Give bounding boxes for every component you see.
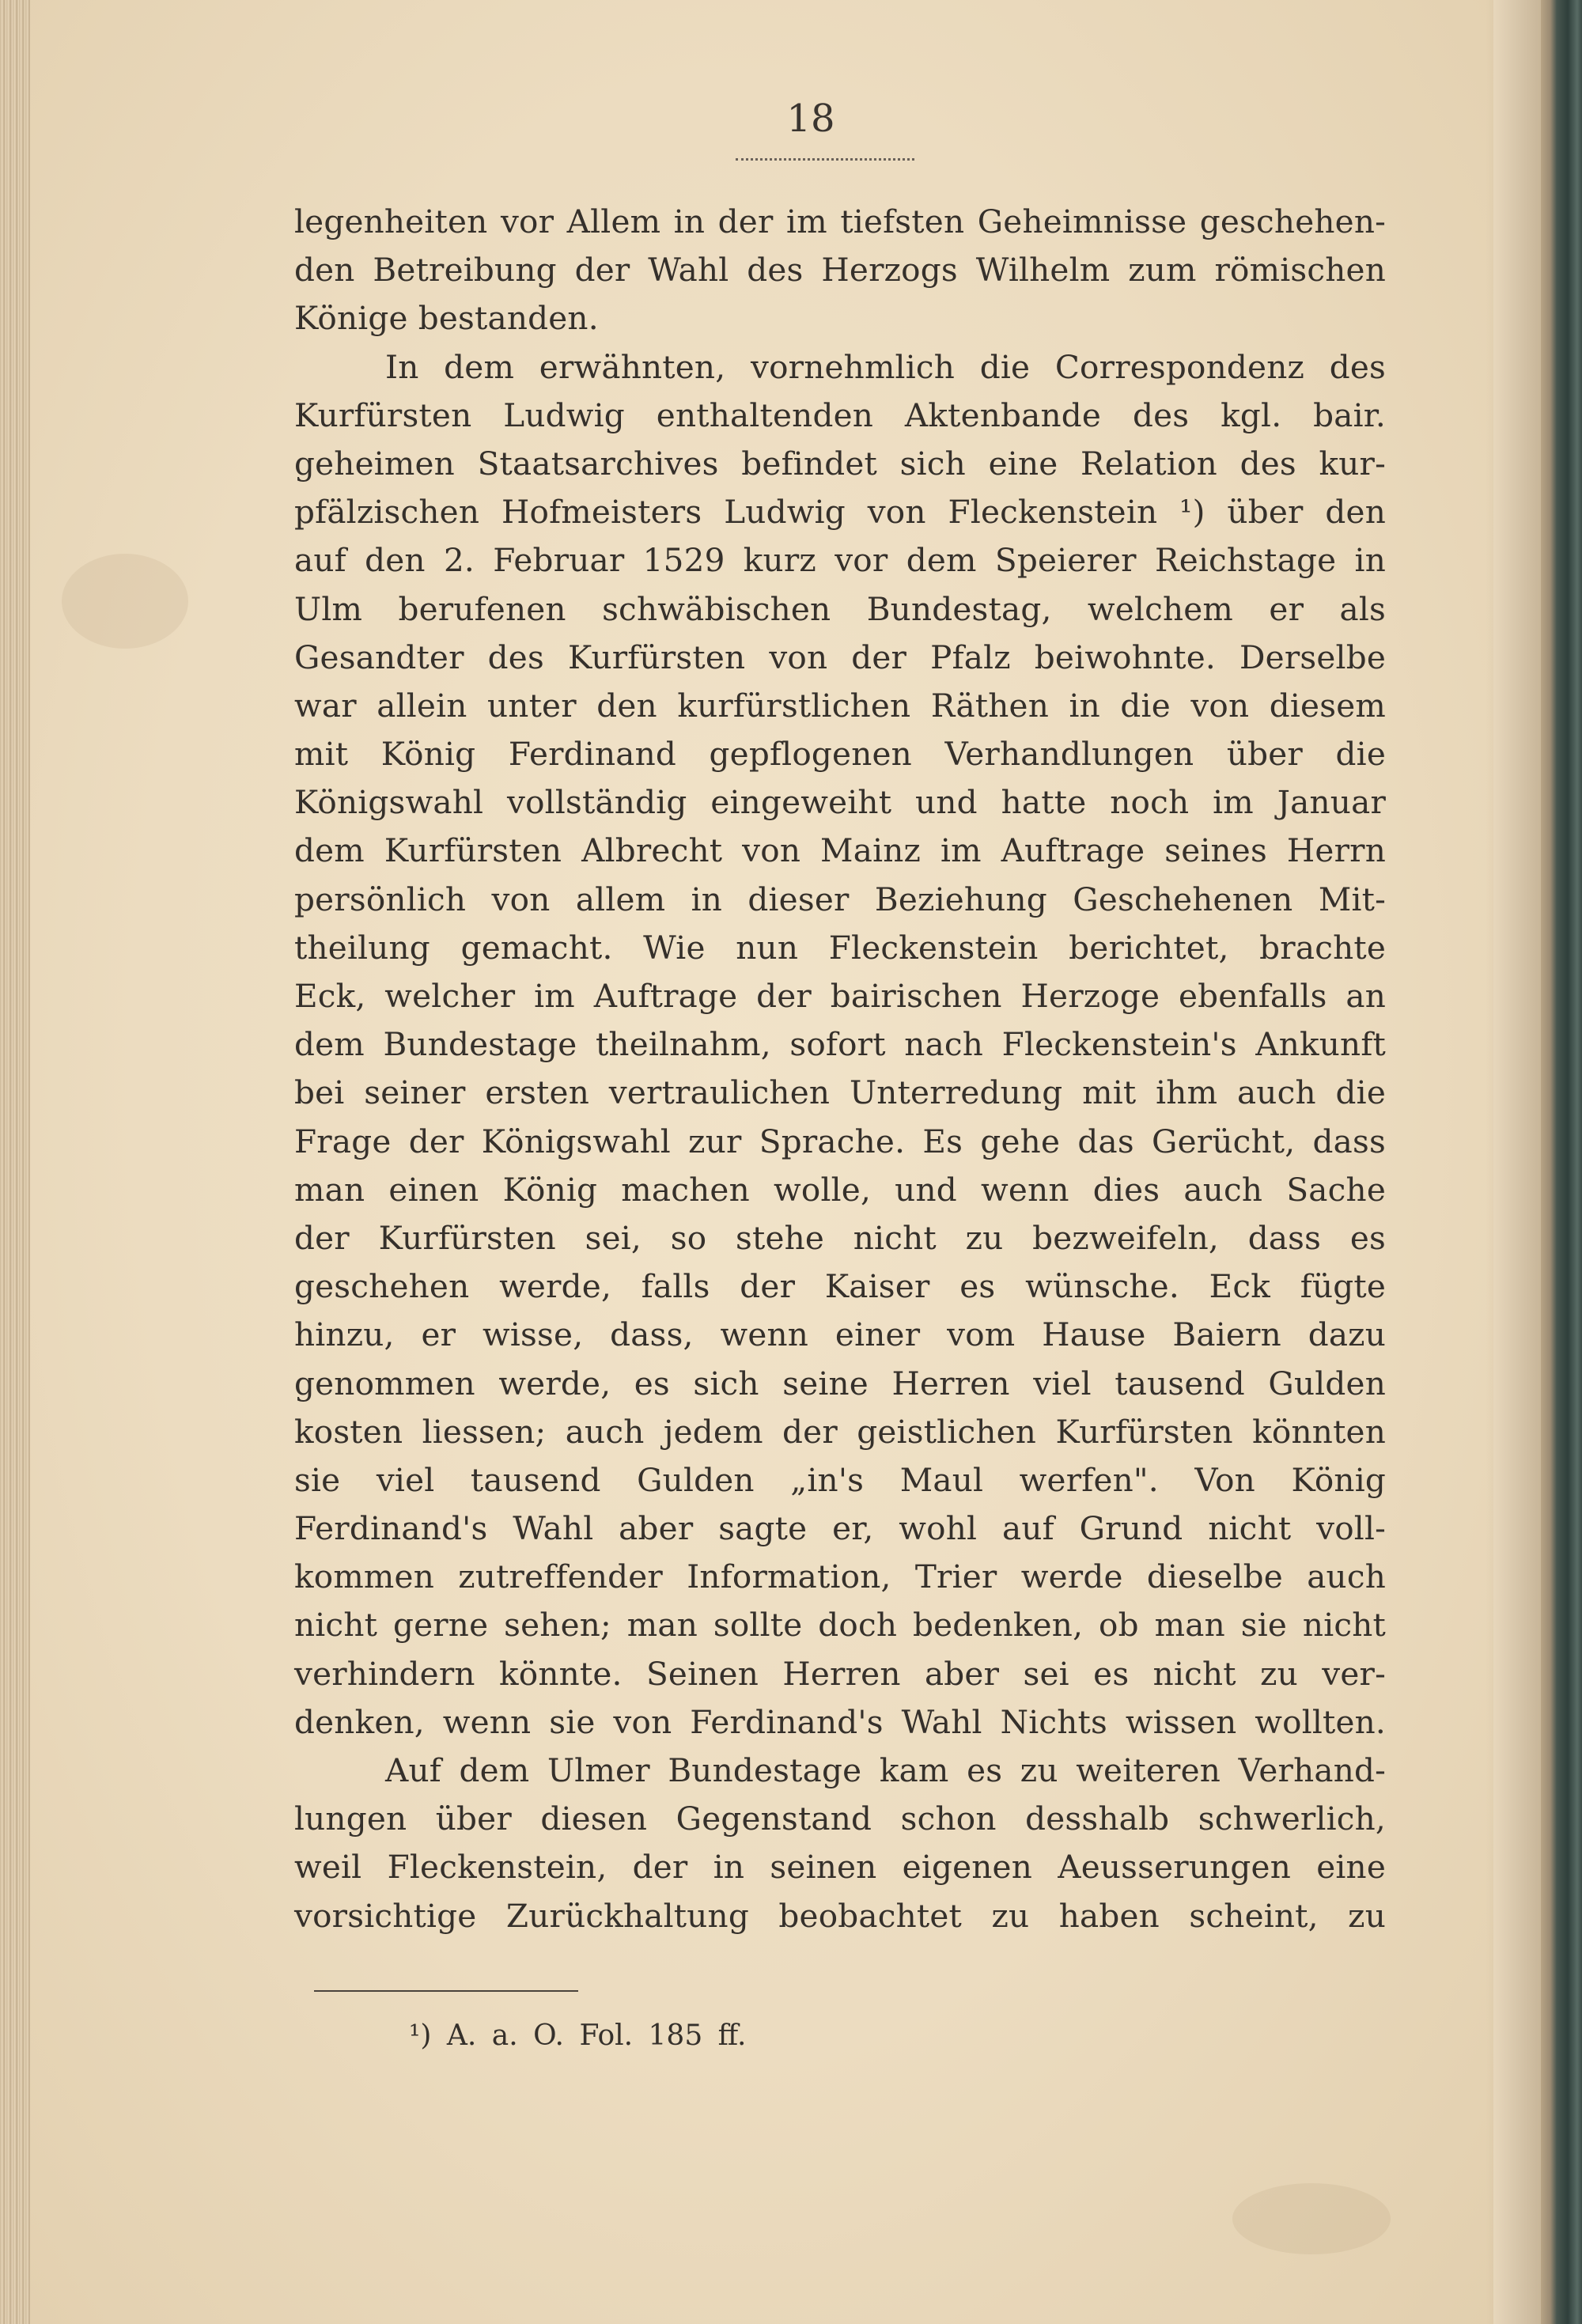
book-spine (1541, 0, 1582, 2324)
page-number-ornament (736, 150, 914, 161)
text-line: vorsichtige Zurückhaltung beobachtet zu haben scheint, zu (294, 1896, 1386, 1935)
text-line: Ulm berufenen schwäbischen Bundestag, welchem er als (294, 589, 1386, 628)
text-line: geheimen Staatsarchives befindet sich eine Relation des kur- (294, 444, 1386, 483)
text-line: legenheiten vor Allem in der im tiefsten Geheimnisse geschehen- (294, 202, 1386, 240)
text-line: den Betreibung der Wahl des Herzogs Wilhelm zum römischen (294, 251, 1386, 290)
text-line: theilung gemacht. Wie nun Fleckenstein berichtet, brachte (294, 928, 1386, 967)
text-line: man einen König machen wolle, und wenn dies auch Sache (294, 1170, 1386, 1209)
text-line: war allein unter den kurfürstlichen Räthen in die von diesem (294, 686, 1386, 725)
text-line: Auf dem Ulmer Bundestage kam es zu weiteren Verhand- (385, 1751, 1386, 1789)
page-edge-stack (0, 0, 30, 2324)
text-line: verhindern könnte. Seinen Herren aber sei es nicht zu ver- (294, 1654, 1386, 1693)
page-number: 18 (786, 97, 835, 141)
text-line: der Kurfürsten sei, so stehe nicht zu bezweifeln, dass es (294, 1218, 1386, 1257)
text-line: sie viel tausend Gulden „in's Maul werfen". Von König (294, 1460, 1386, 1499)
text-line: denken, wenn sie von Ferdinand's Wahl Nichts wissen wollten. (294, 1702, 1386, 1741)
text-line: Ferdinand's Wahl aber sagte er, wohl auf Grund nicht voll- (294, 1509, 1386, 1548)
text-line: Königswahl vollständig eingeweiht und hatte noch im Januar (294, 783, 1386, 822)
text-line: kommen zutreffender Information, Trier werde dieselbe auch (294, 1558, 1386, 1596)
binding-shadow (1485, 0, 1541, 2324)
text-line: bei seiner ersten vertraulichen Unterredung mit ihm auch die (294, 1073, 1386, 1112)
text-line: genommen werde, es sich seine Herren viel tausend Gulden (294, 1364, 1386, 1402)
text-line: In dem erwähnten, vornehmlich die Correspondenz des (385, 347, 1386, 386)
text-line: hinzu, er wisse, dass, wenn einer vom Hause Baiern dazu (294, 1315, 1386, 1354)
text-line: persönlich von allem in dieser Beziehung Geschehenen Mit- (294, 880, 1386, 918)
text-line: auf den 2. Februar 1529 kurz vor dem Speierer Reichstage in (294, 541, 1386, 580)
text-line: lungen über diesen Gegenstand schon desshalb schwerlich, (294, 1800, 1386, 1838)
text-line: dem Bundestage theilnahm, sofort nach Fleckenstein's Ankunft (294, 1025, 1386, 1064)
text-line: nicht gerne sehen; man sollte doch bedenken, ob man sie nicht (294, 1606, 1386, 1645)
footnote-separator (314, 1990, 578, 1992)
text-line: Gesandter des Kurfürsten von der Pfalz beiwohnte. Derselbe (294, 638, 1386, 676)
text-line: Frage der Königswahl zur Sprache. Es gehe das Gerücht, dass (294, 1122, 1386, 1160)
text-line: weil Fleckenstein, der in seinen eigenen Aeusserungen eine (294, 1848, 1386, 1887)
text-line: pfälzischen Hofmeisters Ludwig von Fleckenstein ¹) über den (294, 493, 1386, 532)
text-line: kosten liessen; auch jedem der geistlichen Kurfürsten könnten (294, 1412, 1386, 1451)
paper-stain (62, 554, 188, 649)
body-text (294, 198, 1386, 1940)
text-line: Könige bestanden. (294, 299, 599, 338)
footnote: ¹) A. a. O. Fol. 185 ff. (409, 2019, 747, 2052)
text-line: Eck, welcher im Auftrage der bairischen Herzoge ebenfalls an (294, 977, 1386, 1015)
text-line: Kurfürsten Ludwig enthaltenden Aktenbande des kgl. bair. (294, 396, 1386, 434)
paper-stain (1232, 2183, 1391, 2254)
text-line: dem Kurfürsten Albrecht von Mainz im Auftrage seines Herrn (294, 831, 1386, 870)
text-line: geschehen werde, falls der Kaiser es wünsche. Eck fügte (294, 1267, 1386, 1306)
text-line: mit König Ferdinand gepflogenen Verhandlungen über die (294, 735, 1386, 774)
